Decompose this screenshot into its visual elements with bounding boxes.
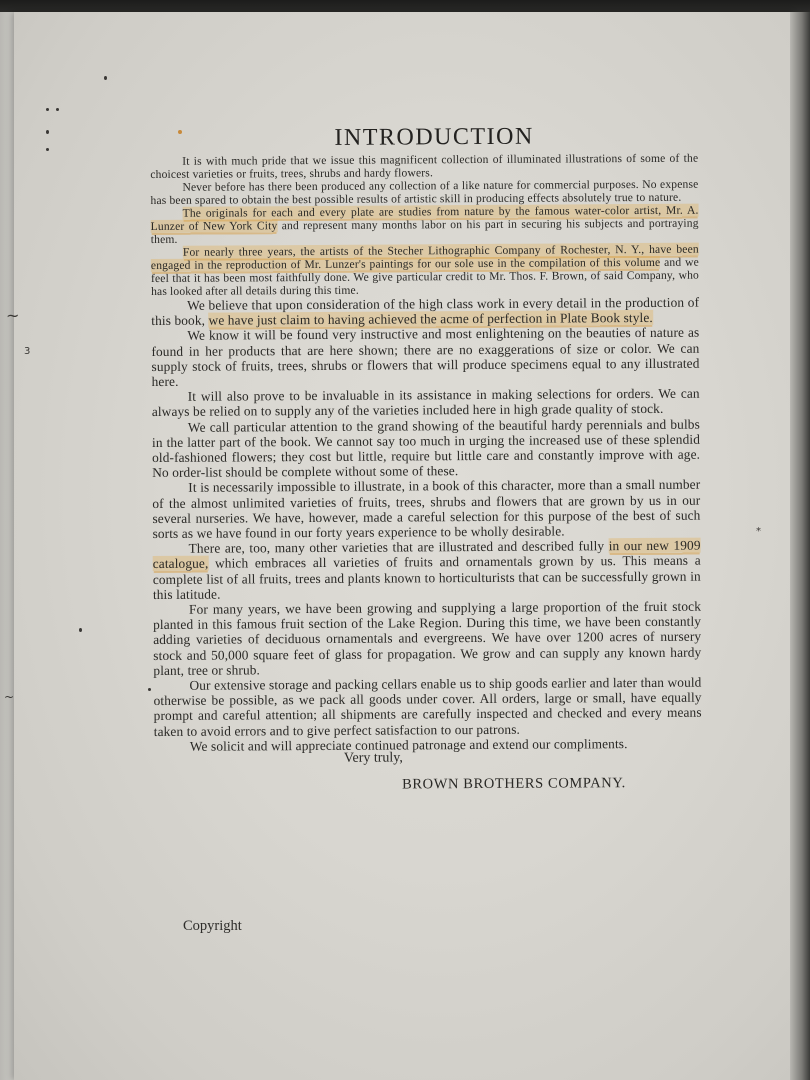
- paragraph: [153, 599, 701, 678]
- paragraph: [152, 416, 700, 480]
- paragraph: [152, 386, 700, 420]
- paragraph-text: We call particular attention to the grand showing of the beautiful hardy perennials and bulbs in the latter part of the book. We cannot say too much in urging the increased use of these splendid old-fashioned flowers; they cost but little, require but little care and constantly improve with age. No order-list should be complete without some of these.: [151, 416, 701, 481]
- margin-pencil-mark: *: [756, 526, 761, 537]
- paragraph: [151, 204, 699, 246]
- paragraph: [151, 243, 699, 298]
- paragraph: [150, 178, 698, 207]
- paragraph: [151, 325, 699, 389]
- closing-salutation: Very truly,: [343, 750, 403, 766]
- paragraph-text: We know it will be found very instructive and most enlightening on the beauties of nature as found in her products that are here shown; there are no exaggerations of size or color. We can supply stock of fruits, trees, shrubs or flowers that will produce specimens equal to any illustrated here.: [151, 325, 700, 390]
- paragraph-text: It is with much pride that we issue this magnificent collection of illuminated illustrations of some of the choicest varieties or fruits, trees, shrubs and hardy flowers.: [150, 151, 699, 181]
- margin-speck: [46, 130, 49, 134]
- closing-block: [154, 751, 702, 810]
- paragraph-text: There are, too, many other varieties that are illustrated and described fully: [188, 538, 609, 557]
- margin-pencil-mark: 3: [24, 346, 31, 357]
- page-title: INTRODUCTION: [334, 123, 534, 151]
- paragraph-text: Never before has there been produced any collection of a like nature for commercial purposes. No expense has been spared to obtain the best possible results of artistic skill in producing effects absolutely true to nature.: [150, 177, 699, 207]
- highlighted-text: we have just claim to having achieved the acme of perfection in Plate Book style.: [208, 310, 653, 328]
- paragraph: [153, 538, 701, 602]
- signature: BROWN BROTHERS COMPANY.: [402, 775, 626, 793]
- paragraph-text: and we feel that it has been most faithfully done. We give particular credit to Mr. Thos. F. Brown, of said Company, who has looked after all details during this time.: [150, 255, 700, 298]
- paragraph: [153, 675, 701, 739]
- margin-speck: [104, 76, 107, 80]
- paragraph-text: which embraces all varieties of fruits and ornamentals grown by us. This means a complete list of all fruits, trees and plants known to horticulturists that can be successfully grown in this latitude.: [152, 553, 701, 602]
- paragraph-text: For many years, we have been growing and supplying a large proportion of the fruit stock planted in this famous fruit section of the Lake Region. During this time, we have been constantly adding varieties of deciduous ornamentals and evergreens. We have over 1200 acres of nursery stock and 50,000 square feet of glass for propagation. We grow and can supply any known hardy plant, tree or shrub.: [153, 598, 702, 678]
- binder-right-edge: [790, 12, 810, 1080]
- paragraph-text: We believe that upon consideration of the high class work in every detail in the production of this book,: [151, 294, 700, 329]
- highlighted-text: The originals for each and every plate are studies from nature by the famous water-color artist, Mr. A. Lunzer of New York City: [150, 203, 699, 233]
- margin-pencil-mark: ~: [4, 690, 15, 704]
- margin-speck: [56, 108, 59, 111]
- paragraph-text: It is necessarily impossible to illustrate, in a book of this character, more than a small number of the almost unlimited varieties of fruits, trees, shrubs and flowers that are grown by us in our several nurseries. We have, however, made a careful selection for this purpose of the best of such sorts as we have found in our forty years experience to be wholly desirable.: [152, 477, 701, 542]
- paragraph: [152, 477, 700, 541]
- margin-speck: [79, 628, 82, 632]
- margin-speck: [46, 108, 49, 111]
- margin-speck: [46, 148, 49, 151]
- margin-speck: [148, 688, 151, 691]
- margin-pencil-mark: ~: [6, 306, 20, 325]
- highlighted-text: in our new 1909 catalogue,: [152, 537, 701, 572]
- paragraph-text: Our extensive storage and packing cellars enable us to ship goods earlier and later than would otherwise be possible, as we pack all goods under cover. All orders, large or small, have equally prompt and careful attention; all shipments are carefully inspected and checked and every means taken to avoid errors and to give perfect satisfaction to our patrons.: [153, 674, 702, 739]
- paragraph-text: and represent many months labor on his part in securing his subjects and portraying them.: [150, 216, 699, 246]
- highlighted-text: For nearly three years, the artists of the Stecher Lithographic Company of Rochester, N. Y., have been engaged in the reproduction of Mr. Lunzer's paintings for our sole use in the compilation of this volume: [150, 242, 699, 272]
- paragraph: [151, 295, 699, 329]
- copyright-notice: Copyright: [183, 918, 242, 934]
- paragraph: [150, 152, 698, 181]
- paragraph-text: It will also prove to be invaluable in its assistance in making selections for orders. We can always be relied on to supply any of the varieties included here in high grade quality of stock.: [151, 385, 700, 420]
- document-content: [150, 115, 702, 810]
- paragraph-text: We solicit and will appreciate continued patronage and extend our compliments.: [189, 735, 628, 754]
